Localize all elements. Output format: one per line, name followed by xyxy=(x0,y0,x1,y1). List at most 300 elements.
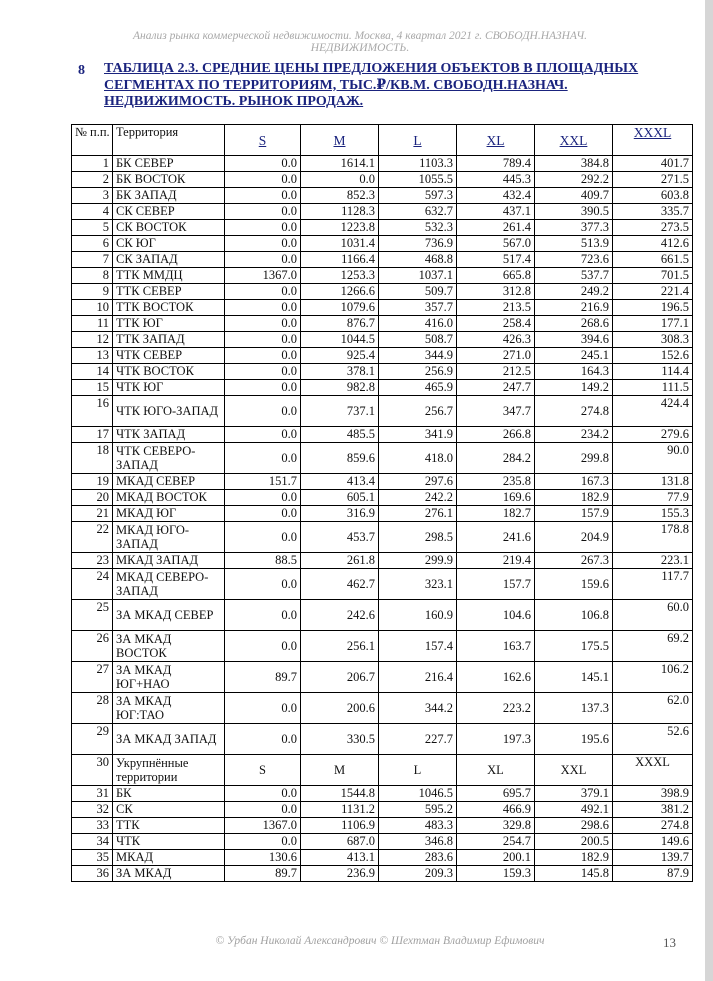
table-row xyxy=(72,348,693,364)
price-cell: 149.6 xyxy=(613,834,693,850)
table-row xyxy=(72,693,693,724)
price-cell: 597.3 xyxy=(379,188,457,204)
subheader-row xyxy=(72,755,693,786)
price-cell: 130.6 xyxy=(225,850,301,866)
price-cell: 346.8 xyxy=(379,834,457,850)
territory-cell: СК xyxy=(113,802,225,818)
row-index: 22 xyxy=(72,522,113,553)
table-row xyxy=(72,474,693,490)
row-index: 29 xyxy=(72,724,113,755)
price-cell: 0.0 xyxy=(225,569,301,600)
copyright-footer: © Урбан Николай Александрович © Шехтман Владимир Ефимович xyxy=(215,935,545,947)
row-index: 33 xyxy=(72,818,113,834)
index-header: № п.п. xyxy=(72,125,113,156)
row-index: 17 xyxy=(72,427,113,443)
row-index: 21 xyxy=(72,506,113,522)
territory-cell: СК СЕВЕР xyxy=(113,204,225,220)
price-cell: 437.1 xyxy=(457,204,535,220)
price-cell: 0.0 xyxy=(225,396,301,427)
price-cell: 344.9 xyxy=(379,348,457,364)
price-cell: 1166.4 xyxy=(301,252,379,268)
price-cell: 605.1 xyxy=(301,490,379,506)
price-cell: 0.0 xyxy=(225,332,301,348)
table-row xyxy=(72,569,693,600)
table-row xyxy=(72,631,693,662)
territory-cell: ЧТК СЕВЕРО-ЗАПАД xyxy=(113,443,225,474)
table-row xyxy=(72,506,693,522)
price-cell: 283.6 xyxy=(379,850,457,866)
price-cell: 200.1 xyxy=(457,850,535,866)
price-cell: 213.5 xyxy=(457,300,535,316)
price-cell: 508.7 xyxy=(379,332,457,348)
price-cell: 0.0 xyxy=(225,380,301,396)
price-cell: 316.9 xyxy=(301,506,379,522)
price-cell: 256.9 xyxy=(379,364,457,380)
price-cell: 212.5 xyxy=(457,364,535,380)
price-cell: 223.1 xyxy=(613,553,693,569)
price-cell: 308.3 xyxy=(613,332,693,348)
price-cell: 632.7 xyxy=(379,204,457,220)
table-number: 8 xyxy=(78,63,85,78)
price-cell: 279.6 xyxy=(613,427,693,443)
size-header-xxl: XXL xyxy=(535,125,613,156)
row-index: 9 xyxy=(72,284,113,300)
price-cell: 160.9 xyxy=(379,600,457,631)
price-cell: 234.2 xyxy=(535,427,613,443)
price-cell: 162.6 xyxy=(457,662,535,693)
price-cell: 223.2 xyxy=(457,693,535,724)
price-cell: 1266.6 xyxy=(301,284,379,300)
price-cell: 276.1 xyxy=(379,506,457,522)
size-subheader: XXXL xyxy=(613,755,693,786)
price-cell: 247.7 xyxy=(457,380,535,396)
table-row xyxy=(72,866,693,882)
price-cell: 90.0 xyxy=(613,443,693,474)
price-cell: 197.3 xyxy=(457,724,535,755)
territory-cell: ЗА МКАД ЮГ:ТАО xyxy=(113,693,225,724)
price-cell: 271.5 xyxy=(613,172,693,188)
row-index: 7 xyxy=(72,252,113,268)
price-cell: 517.4 xyxy=(457,252,535,268)
price-cell: 159.6 xyxy=(535,569,613,600)
table-row xyxy=(72,236,693,252)
price-cell: 492.1 xyxy=(535,802,613,818)
price-cell: 1106.9 xyxy=(301,818,379,834)
price-cell: 195.6 xyxy=(535,724,613,755)
table-row xyxy=(72,380,693,396)
price-cell: 0.0 xyxy=(225,802,301,818)
price-cell: 982.8 xyxy=(301,380,379,396)
price-cell: 77.9 xyxy=(613,490,693,506)
price-cell: 271.0 xyxy=(457,348,535,364)
price-cell: 298.5 xyxy=(379,522,457,553)
territory-cell: МКАД СЕВЕР xyxy=(113,474,225,490)
price-cell: 60.0 xyxy=(613,600,693,631)
price-cell: 687.0 xyxy=(301,834,379,850)
territory-cell: ТТК xyxy=(113,818,225,834)
price-cell: 182.9 xyxy=(535,490,613,506)
price-cell: 89.7 xyxy=(225,662,301,693)
territory-cell: СК ВОСТОК xyxy=(113,220,225,236)
territory-cell: ЧТК ВОСТОК xyxy=(113,364,225,380)
territory-cell: СК ЮГ xyxy=(113,236,225,252)
price-cell: 1367.0 xyxy=(225,818,301,834)
price-cell: 292.2 xyxy=(535,172,613,188)
territory-cell: ТТК ММДЦ xyxy=(113,268,225,284)
price-cell: 163.7 xyxy=(457,631,535,662)
row-index: 24 xyxy=(72,569,113,600)
price-cell: 0.0 xyxy=(225,443,301,474)
price-cell: 603.8 xyxy=(613,188,693,204)
table-header-row xyxy=(72,125,693,156)
price-cell: 114.4 xyxy=(613,364,693,380)
table-row xyxy=(72,204,693,220)
territory-cell: МКАД ЮГ xyxy=(113,506,225,522)
price-cell: 157.7 xyxy=(457,569,535,600)
territory-cell: БК СЕВЕР xyxy=(113,156,225,172)
territory-cell: МКАД ВОСТОК xyxy=(113,490,225,506)
row-index: 19 xyxy=(72,474,113,490)
price-cell: 139.7 xyxy=(613,850,693,866)
size-header-xl: XL xyxy=(457,125,535,156)
table-row xyxy=(72,156,693,172)
row-index: 31 xyxy=(72,786,113,802)
price-cell: 182.9 xyxy=(535,850,613,866)
price-cell: 245.1 xyxy=(535,348,613,364)
price-cell: 1031.4 xyxy=(301,236,379,252)
price-cell: 1128.3 xyxy=(301,204,379,220)
price-cell: 104.6 xyxy=(457,600,535,631)
price-cell: 0.0 xyxy=(225,631,301,662)
price-cell: 378.1 xyxy=(301,364,379,380)
row-index: 27 xyxy=(72,662,113,693)
table-row xyxy=(72,172,693,188)
price-cell: 0.0 xyxy=(301,172,379,188)
table-row xyxy=(72,188,693,204)
price-cell: 1131.2 xyxy=(301,802,379,818)
price-cell: 413.4 xyxy=(301,474,379,490)
territory-cell: МКАД ЮГО-ЗАПАД xyxy=(113,522,225,553)
price-cell: 418.0 xyxy=(379,443,457,474)
price-cell: 274.8 xyxy=(613,818,693,834)
price-cell: 1079.6 xyxy=(301,300,379,316)
price-cell: 297.6 xyxy=(379,474,457,490)
price-cell: 412.6 xyxy=(613,236,693,252)
price-cell: 167.3 xyxy=(535,474,613,490)
price-cell: 152.6 xyxy=(613,348,693,364)
table-row xyxy=(72,284,693,300)
price-cell: 462.7 xyxy=(301,569,379,600)
price-cell: 0.0 xyxy=(225,427,301,443)
territory-cell: МКАД ЗАПАД xyxy=(113,553,225,569)
table-row xyxy=(72,786,693,802)
table-row xyxy=(72,396,693,427)
price-cell: 1367.0 xyxy=(225,268,301,284)
size-subheader: XXL xyxy=(535,755,613,786)
price-cell: 0.0 xyxy=(225,220,301,236)
price-cell: 111.5 xyxy=(613,380,693,396)
price-cell: 196.5 xyxy=(613,300,693,316)
price-cell: 466.9 xyxy=(457,802,535,818)
territory-cell: ТТК ЗАПАД xyxy=(113,332,225,348)
price-cell: 216.9 xyxy=(535,300,613,316)
row-index: 15 xyxy=(72,380,113,396)
price-cell: 465.9 xyxy=(379,380,457,396)
price-cell: 242.6 xyxy=(301,600,379,631)
table-row xyxy=(72,364,693,380)
price-cell: 723.6 xyxy=(535,252,613,268)
price-cell: 876.7 xyxy=(301,316,379,332)
row-index: 25 xyxy=(72,600,113,631)
price-cell: 159.3 xyxy=(457,866,535,882)
price-cell: 736.9 xyxy=(379,236,457,252)
viewer-edge xyxy=(705,0,713,981)
price-cell: 298.6 xyxy=(535,818,613,834)
territory-cell: ТТК ЮГ xyxy=(113,316,225,332)
row-index: 36 xyxy=(72,866,113,882)
price-cell: 261.4 xyxy=(457,220,535,236)
price-cell: 0.0 xyxy=(225,364,301,380)
price-cell: 445.3 xyxy=(457,172,535,188)
table-row xyxy=(72,802,693,818)
row-index: 3 xyxy=(72,188,113,204)
price-cell: 381.2 xyxy=(613,802,693,818)
table-row xyxy=(72,662,693,693)
price-cell: 200.5 xyxy=(535,834,613,850)
territory-cell: БК ЗАПАД xyxy=(113,188,225,204)
price-cell: 0.0 xyxy=(225,506,301,522)
territory-cell: МКАД xyxy=(113,850,225,866)
price-cell: 145.1 xyxy=(535,662,613,693)
territory-cell: ЧТК xyxy=(113,834,225,850)
price-cell: 221.4 xyxy=(613,284,693,300)
price-cell: 413.1 xyxy=(301,850,379,866)
price-cell: 737.1 xyxy=(301,396,379,427)
price-cell: 227.7 xyxy=(379,724,457,755)
table-row xyxy=(72,300,693,316)
price-cell: 178.8 xyxy=(613,522,693,553)
price-cell: 0.0 xyxy=(225,156,301,172)
price-cell: 219.4 xyxy=(457,553,535,569)
price-cell: 0.0 xyxy=(225,786,301,802)
price-cell: 567.0 xyxy=(457,236,535,252)
running-header: Анализ рынка коммерческой недвижимости. Москва, 4 квартал 2021 г. СВОБОДН.НАЗНАЧ. xyxy=(133,30,587,42)
row-index: 18 xyxy=(72,443,113,474)
row-index: 28 xyxy=(72,693,113,724)
table-row xyxy=(72,724,693,755)
price-cell: 330.5 xyxy=(301,724,379,755)
price-cell: 62.0 xyxy=(613,693,693,724)
price-cell: 249.2 xyxy=(535,284,613,300)
price-cell: 274.8 xyxy=(535,396,613,427)
table-row xyxy=(72,252,693,268)
price-cell: 284.2 xyxy=(457,443,535,474)
price-cell: 157.9 xyxy=(535,506,613,522)
territory-cell: БК xyxy=(113,786,225,802)
price-cell: 0.0 xyxy=(225,316,301,332)
territory-cell: ЧТК СЕВЕР xyxy=(113,348,225,364)
price-cell: 242.2 xyxy=(379,490,457,506)
price-cell: 0.0 xyxy=(225,236,301,252)
size-subheader: M xyxy=(301,755,379,786)
price-cell: 379.1 xyxy=(535,786,613,802)
price-cell: 235.8 xyxy=(457,474,535,490)
price-cell: 0.0 xyxy=(225,693,301,724)
territory-cell: МКАД СЕВЕРО-ЗАПАД xyxy=(113,569,225,600)
territory-header: Территория xyxy=(113,125,225,156)
price-cell: 273.5 xyxy=(613,220,693,236)
price-cell: 258.4 xyxy=(457,316,535,332)
row-index: 14 xyxy=(72,364,113,380)
size-subheader: S xyxy=(225,755,301,786)
price-cell: 537.7 xyxy=(535,268,613,284)
row-index: 1 xyxy=(72,156,113,172)
territory-cell: ЗА МКАД ЗАПАД xyxy=(113,724,225,755)
table-title: ТАБЛИЦА 2.3. СРЕДНИЕ ЦЕНЫ ПРЕДЛОЖЕНИЯ ОБЪЕКТОВ В ПЛОЩАДНЫХ СЕГМЕНТАХ ПО ТЕРРИТОРИЯМ, ТЫС.₽/КВ.М. СВОБОДН.НАЗНАЧ. НЕДВИЖИМОСТЬ. РЫНОК ПРОДАЖ. xyxy=(104,61,639,109)
price-cell: 509.7 xyxy=(379,284,457,300)
price-cell: 390.5 xyxy=(535,204,613,220)
price-cell: 145.8 xyxy=(535,866,613,882)
territory-cell: ЗА МКАД ЮГ+НАО xyxy=(113,662,225,693)
price-cell: 0.0 xyxy=(225,600,301,631)
row-index: 4 xyxy=(72,204,113,220)
price-cell: 453.7 xyxy=(301,522,379,553)
price-cell: 1253.3 xyxy=(301,268,379,284)
price-cell: 394.6 xyxy=(535,332,613,348)
territory-cell: ЧТК ЗАПАД xyxy=(113,427,225,443)
price-cell: 209.3 xyxy=(379,866,457,882)
price-cell: 661.5 xyxy=(613,252,693,268)
price-cell: 268.6 xyxy=(535,316,613,332)
row-index: 10 xyxy=(72,300,113,316)
price-cell: 0.0 xyxy=(225,300,301,316)
price-cell: 266.8 xyxy=(457,427,535,443)
price-cell: 88.5 xyxy=(225,553,301,569)
price-cell: 852.3 xyxy=(301,188,379,204)
price-cell: 200.6 xyxy=(301,693,379,724)
price-cell: 204.9 xyxy=(535,522,613,553)
price-cell: 169.6 xyxy=(457,490,535,506)
price-cell: 0.0 xyxy=(225,188,301,204)
size-header-s: S xyxy=(225,125,301,156)
row-index: 6 xyxy=(72,236,113,252)
price-cell: 357.7 xyxy=(379,300,457,316)
price-cell: 236.9 xyxy=(301,866,379,882)
price-cell: 384.8 xyxy=(535,156,613,172)
price-cell: 261.8 xyxy=(301,553,379,569)
price-cell: 52.6 xyxy=(613,724,693,755)
size-header-xxxl: XXXL xyxy=(613,125,693,156)
price-cell: 1055.5 xyxy=(379,172,457,188)
row-index: 8 xyxy=(72,268,113,284)
price-cell: 401.7 xyxy=(613,156,693,172)
price-cell: 1103.3 xyxy=(379,156,457,172)
row-index: 23 xyxy=(72,553,113,569)
price-cell: 595.2 xyxy=(379,802,457,818)
price-cell: 1544.8 xyxy=(301,786,379,802)
size-header-m: M xyxy=(301,125,379,156)
price-cell: 157.4 xyxy=(379,631,457,662)
price-cell: 177.1 xyxy=(613,316,693,332)
price-cell: 426.3 xyxy=(457,332,535,348)
price-cell: 175.5 xyxy=(535,631,613,662)
price-cell: 1046.5 xyxy=(379,786,457,802)
price-cell: 483.3 xyxy=(379,818,457,834)
table-row xyxy=(72,268,693,284)
territory-cell: ЗА МКАД xyxy=(113,866,225,882)
size-header-l: L xyxy=(379,125,457,156)
price-cell: 256.7 xyxy=(379,396,457,427)
price-cell: 256.1 xyxy=(301,631,379,662)
price-cell: 216.4 xyxy=(379,662,457,693)
row-index: 34 xyxy=(72,834,113,850)
price-cell: 149.2 xyxy=(535,380,613,396)
price-table xyxy=(71,124,693,882)
row-index: 26 xyxy=(72,631,113,662)
price-cell: 155.3 xyxy=(613,506,693,522)
territory-cell: ЧТК ЮГО-ЗАПАД xyxy=(113,396,225,427)
table-row xyxy=(72,522,693,553)
row-index: 13 xyxy=(72,348,113,364)
price-cell: 468.8 xyxy=(379,252,457,268)
price-cell: 254.7 xyxy=(457,834,535,850)
price-cell: 335.7 xyxy=(613,204,693,220)
row-index: 32 xyxy=(72,802,113,818)
price-cell: 0.0 xyxy=(225,172,301,188)
territory-cell: ЗА МКАД СЕВЕР xyxy=(113,600,225,631)
price-cell: 513.9 xyxy=(535,236,613,252)
table-row xyxy=(72,220,693,236)
territory-cell: ТТК ВОСТОК xyxy=(113,300,225,316)
price-cell: 182.7 xyxy=(457,506,535,522)
price-cell: 665.8 xyxy=(457,268,535,284)
price-cell: 416.0 xyxy=(379,316,457,332)
price-cell: 1044.5 xyxy=(301,332,379,348)
price-cell: 0.0 xyxy=(225,348,301,364)
table-row xyxy=(72,553,693,569)
page-number: 13 xyxy=(663,935,676,950)
table-row xyxy=(72,427,693,443)
table-row xyxy=(72,443,693,474)
price-cell: 432.4 xyxy=(457,188,535,204)
territory-cell: БК ВОСТОК xyxy=(113,172,225,188)
table-row xyxy=(72,332,693,348)
price-cell: 151.7 xyxy=(225,474,301,490)
territory-cell: СК ЗАПАД xyxy=(113,252,225,268)
price-cell: 206.7 xyxy=(301,662,379,693)
row-index: 5 xyxy=(72,220,113,236)
price-cell: 0.0 xyxy=(225,522,301,553)
price-cell: 69.2 xyxy=(613,631,693,662)
price-cell: 1614.1 xyxy=(301,156,379,172)
table-row xyxy=(72,850,693,866)
price-cell: 424.4 xyxy=(613,396,693,427)
row-index: 12 xyxy=(72,332,113,348)
price-cell: 0.0 xyxy=(225,490,301,506)
price-cell: 329.8 xyxy=(457,818,535,834)
table-row xyxy=(72,316,693,332)
price-cell: 0.0 xyxy=(225,252,301,268)
row-index: 2 xyxy=(72,172,113,188)
price-cell: 0.0 xyxy=(225,204,301,220)
price-cell: 1223.8 xyxy=(301,220,379,236)
territory-cell: ЧТК ЮГ xyxy=(113,380,225,396)
price-cell: 131.8 xyxy=(613,474,693,490)
size-subheader: XL xyxy=(457,755,535,786)
table-row xyxy=(72,600,693,631)
price-cell: 117.7 xyxy=(613,569,693,600)
price-cell: 377.3 xyxy=(535,220,613,236)
